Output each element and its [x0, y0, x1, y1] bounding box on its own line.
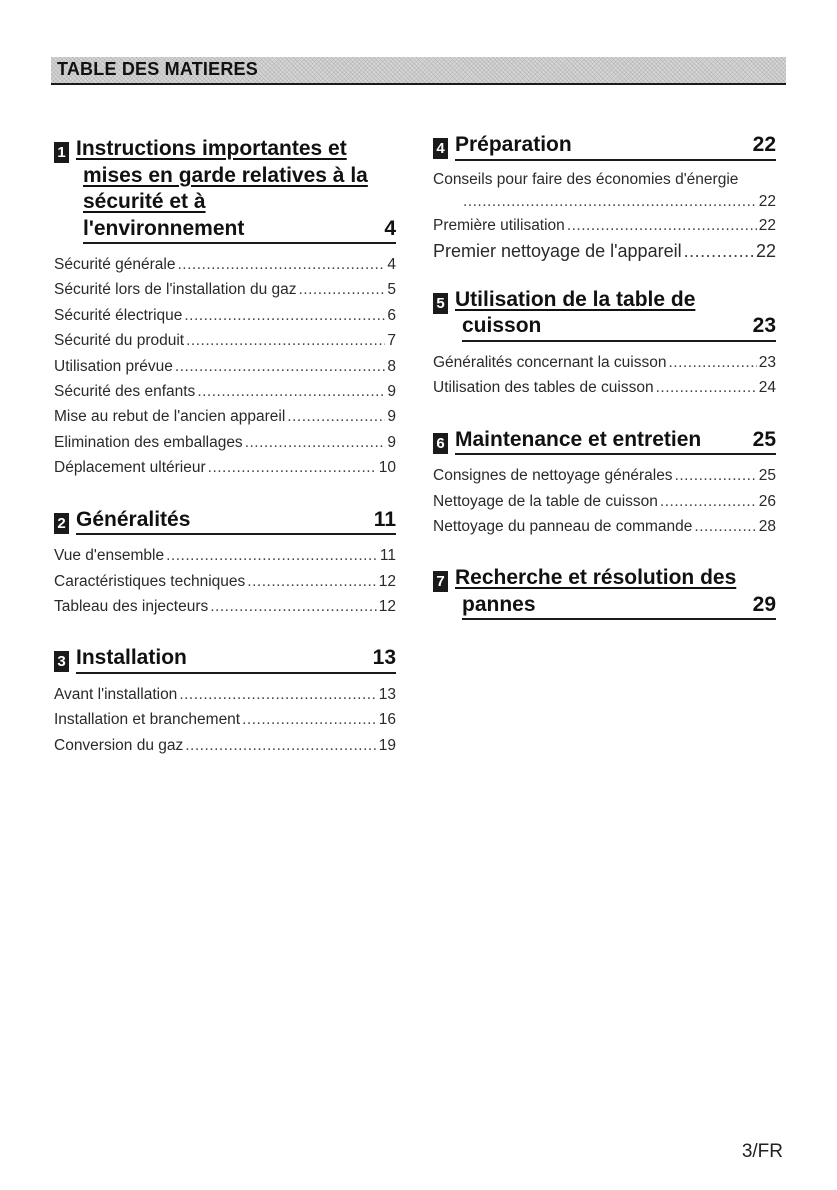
section-title-line[interactable]: sécurité et à [83, 190, 206, 213]
section-title-line[interactable]: Utilisation de la table de [455, 287, 696, 311]
section-page-number: 29 [752, 592, 776, 616]
section-number-badge: 3 [54, 651, 69, 672]
section-number-badge: 4 [433, 138, 448, 159]
toc-entry[interactable]: Mise au rebut de l'ancien appareil ..... 9 [54, 404, 396, 429]
section-number-badge: 5 [433, 293, 448, 314]
section-title[interactable]: Maintenance et entretien [455, 427, 702, 451]
toc-section-5 [433, 287, 776, 401]
toc-entry[interactable]: Déplacement ultérieur ..... 10 [54, 455, 396, 480]
toc-section-3 [54, 645, 396, 758]
toc-section-6 [433, 427, 776, 540]
toc-entry[interactable]: Avant l'installation ..... 13 [54, 682, 396, 707]
section-title-line[interactable]: Recherche et résolution des [455, 566, 737, 590]
toc-left-column [54, 136, 396, 776]
toc-entry[interactable]: Nettoyage de la table de cuisson ..... 26 [433, 489, 776, 514]
section-title-line[interactable]: l'environnement [83, 216, 245, 240]
toc-entry[interactable]: Sécurité générale ..... 4 [54, 252, 396, 277]
toc-right-column [433, 132, 776, 638]
section-number-badge: 6 [433, 433, 448, 454]
section-number-badge: 1 [54, 142, 69, 163]
section-heading [54, 507, 396, 536]
section-heading [433, 132, 776, 161]
toc-entry[interactable]: Caractéristiques techniques ..... 12 [54, 569, 396, 594]
section-page-number: 4 [384, 216, 396, 240]
section-title[interactable]: Installation [76, 646, 187, 670]
toc-section-1 [54, 136, 396, 481]
section-number-badge: 2 [54, 513, 69, 534]
section-heading [54, 136, 396, 244]
toc-entry[interactable]: Sécurité électrique ..... 6 [54, 303, 396, 328]
section-title-line[interactable]: mises en garde relatives à la [83, 163, 368, 187]
section-page-number: 11 [373, 507, 396, 531]
section-number-badge: 7 [433, 571, 448, 592]
toc-entry[interactable]: Nettoyage du panneau de commande ..... 28 [433, 514, 776, 539]
toc-entry[interactable]: Vue d'ensemble ..... 11 [54, 543, 396, 568]
toc-entry[interactable]: Première utilisation ..... 22 [433, 213, 776, 238]
section-title[interactable]: Préparation [455, 133, 572, 156]
toc-banner [51, 57, 786, 85]
section-title[interactable]: Généralités [76, 507, 191, 531]
section-page-number: 23 [752, 314, 776, 338]
page-number-footer: 3/FR [741, 1141, 783, 1162]
section-title-line[interactable]: pannes [462, 592, 536, 616]
toc-entry[interactable]: Conseils pour faire des économies d'énergie ..... 22 [433, 169, 776, 213]
section-title-line[interactable]: Instructions importantes et [76, 137, 347, 160]
section-page-number: 25 [752, 427, 776, 451]
toc-entry[interactable]: Installation et branchement ..... 16 [54, 707, 396, 732]
section-heading [433, 287, 776, 342]
toc-entry[interactable]: Consignes de nettoyage générales ..... 25 [433, 463, 776, 488]
toc-entry[interactable]: Elimination des emballages ..... 9 [54, 430, 396, 455]
toc-section-4 [433, 132, 776, 265]
section-page-number: 22 [752, 133, 776, 156]
section-page-number: 13 [372, 646, 396, 670]
toc-entry[interactable]: Utilisation des tables de cuisson ..... 24 [433, 375, 776, 400]
toc-entry[interactable]: Tableau des injecteurs ..... 12 [54, 594, 396, 619]
section-heading [433, 427, 776, 456]
toc-entry[interactable]: Sécurité des enfants ..... 9 [54, 379, 396, 404]
toc-section-7 [433, 565, 776, 620]
page-title: TABLE DES MATIERES [57, 59, 258, 79]
toc-entry[interactable]: Utilisation prévue ..... 8 [54, 354, 396, 379]
toc-section-2 [54, 507, 396, 620]
section-heading [433, 565, 776, 620]
toc-entry[interactable]: Premier nettoyage de l'appareil ..... 22 [433, 238, 776, 265]
toc-entry[interactable]: Généralités concernant la cuisson ..... 23 [433, 350, 776, 375]
section-title-line[interactable]: cuisson [462, 314, 542, 338]
toc-entry[interactable]: Sécurité du produit ..... 7 [54, 328, 396, 353]
toc-entry[interactable]: Conversion du gaz ..... 19 [54, 733, 396, 758]
section-heading [54, 645, 396, 674]
toc-entry[interactable]: Sécurité lors de l'installation du gaz ..... 5 [54, 277, 396, 302]
